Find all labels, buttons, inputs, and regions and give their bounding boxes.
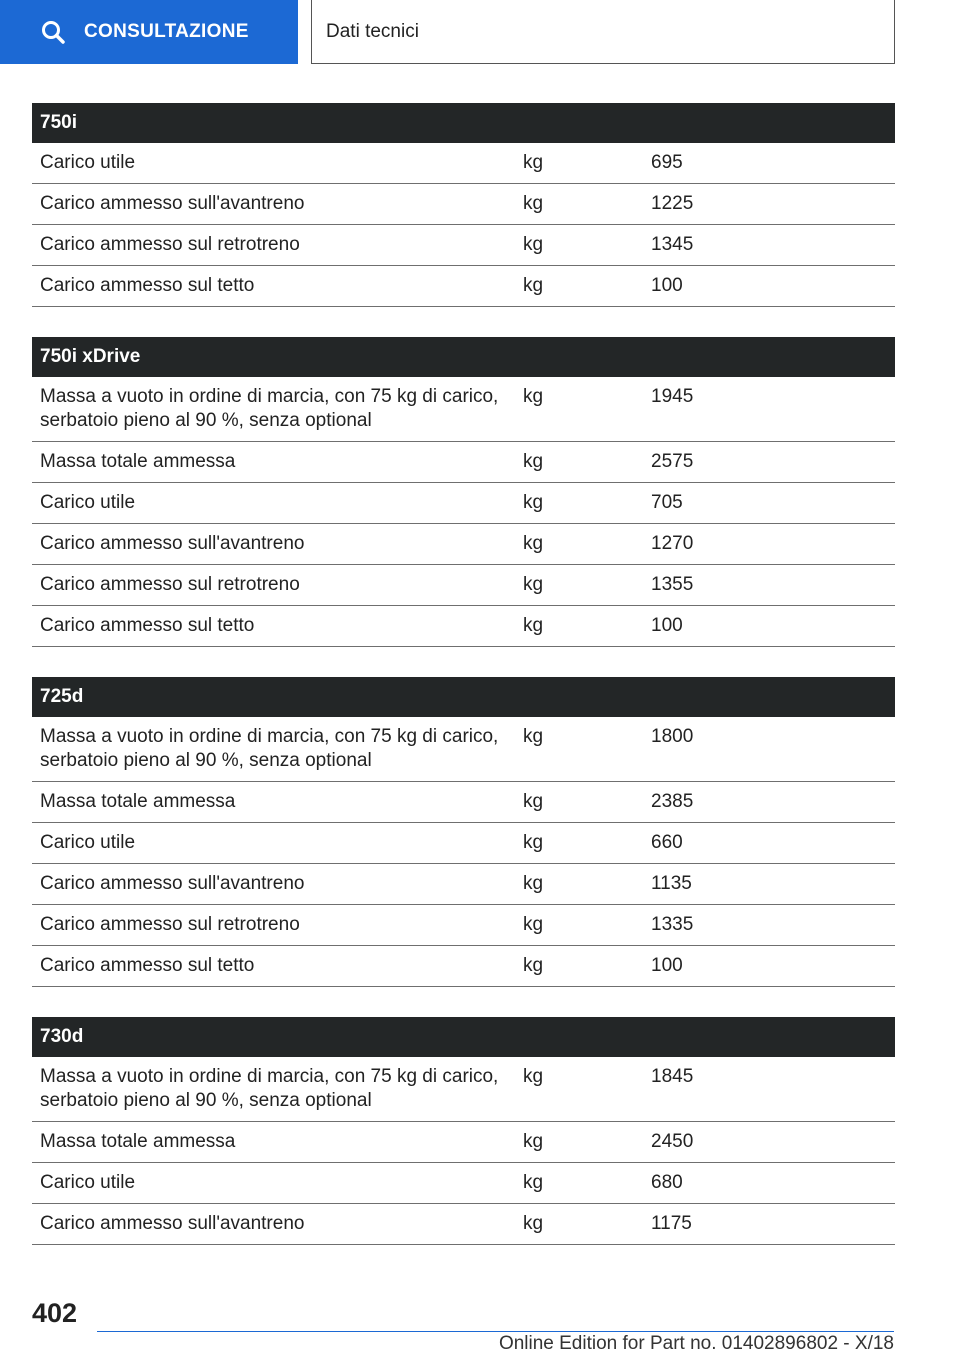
table-row xyxy=(32,1122,895,1163)
row-value: 1845 xyxy=(643,1057,895,1122)
row-unit: kg xyxy=(515,946,643,987)
row-description: Massa totale ammessa xyxy=(32,782,515,823)
row-value: 1335 xyxy=(643,905,895,946)
table-row xyxy=(32,1057,895,1122)
row-value: 2450 xyxy=(643,1122,895,1163)
row-unit: kg xyxy=(515,442,643,483)
row-value: 1345 xyxy=(643,225,895,266)
table-header-row xyxy=(32,337,895,377)
edition-text: Online Edition for Part no. 01402896802 - X/18 xyxy=(498,1333,894,1354)
table-row xyxy=(32,823,895,864)
table-row xyxy=(32,483,895,524)
table-header-row xyxy=(32,677,895,717)
row-unit: kg xyxy=(515,1204,643,1245)
row-unit: kg xyxy=(515,377,643,442)
row-description: Carico ammesso sull'avantreno xyxy=(32,1204,515,1245)
row-unit: kg xyxy=(515,225,643,266)
row-description: Carico ammesso sul tetto xyxy=(32,946,515,987)
table-row xyxy=(32,184,895,225)
consultazione-label: CONSULTAZIONE xyxy=(84,21,249,42)
row-value: 2385 xyxy=(643,782,895,823)
row-value: 1175 xyxy=(643,1204,895,1245)
row-unit: kg xyxy=(515,1122,643,1163)
row-unit: kg xyxy=(515,717,643,782)
table-row xyxy=(32,1163,895,1204)
consultazione-button[interactable] xyxy=(0,0,298,64)
row-value: 2575 xyxy=(643,442,895,483)
page-number: 402 xyxy=(32,1298,78,1328)
row-value: 1355 xyxy=(643,565,895,606)
table-row xyxy=(32,717,895,782)
row-value: 695 xyxy=(643,143,895,184)
search-icon xyxy=(40,19,66,45)
row-unit: kg xyxy=(515,184,643,225)
model-title: 750i xDrive xyxy=(32,337,895,377)
row-value: 1945 xyxy=(643,377,895,442)
row-description: Carico ammesso sul retrotreno xyxy=(32,225,515,266)
row-description: Massa totale ammessa xyxy=(32,442,515,483)
table-row xyxy=(32,946,895,987)
row-unit: kg xyxy=(515,524,643,565)
row-value: 1270 xyxy=(643,524,895,565)
row-description: Massa a vuoto in ordine di marcia, con 75 kg di carico, serbatoio pieno al 90 %, senza optional xyxy=(32,717,515,782)
row-unit: kg xyxy=(515,1057,643,1122)
page-header xyxy=(0,0,960,66)
row-description: Carico ammesso sul retrotreno xyxy=(32,905,515,946)
table-row xyxy=(32,442,895,483)
table-header-row xyxy=(32,103,895,143)
row-unit: kg xyxy=(515,1163,643,1204)
spec-table xyxy=(32,337,895,647)
spec-tables xyxy=(32,103,895,1275)
row-description: Carico utile xyxy=(32,143,515,184)
footer-divider xyxy=(97,1331,894,1332)
table-row xyxy=(32,266,895,307)
row-description: Carico ammesso sull'avantreno xyxy=(32,864,515,905)
row-unit: kg xyxy=(515,823,643,864)
row-description: Massa a vuoto in ordine di marcia, con 75 kg di carico, serbatoio pieno al 90 %, senza optional xyxy=(32,1057,515,1122)
table-row xyxy=(32,782,895,823)
row-description: Carico ammesso sull'avantreno xyxy=(32,184,515,225)
spec-table xyxy=(32,677,895,987)
row-description: Carico ammesso sul tetto xyxy=(32,606,515,647)
table-row xyxy=(32,143,895,184)
table-row xyxy=(32,606,895,647)
row-value: 1135 xyxy=(643,864,895,905)
row-value: 680 xyxy=(643,1163,895,1204)
row-description: Carico utile xyxy=(32,823,515,864)
row-unit: kg xyxy=(515,143,643,184)
model-title: 750i xyxy=(32,103,895,143)
row-description: Massa totale ammessa xyxy=(32,1122,515,1163)
table-row xyxy=(32,565,895,606)
table-row xyxy=(32,905,895,946)
model-title: 725d xyxy=(32,677,895,717)
table-row xyxy=(32,225,895,266)
spec-table xyxy=(32,1017,895,1245)
row-value: 1800 xyxy=(643,717,895,782)
row-value: 705 xyxy=(643,483,895,524)
spec-table xyxy=(32,103,895,307)
model-title: 730d xyxy=(32,1017,895,1057)
row-unit: kg xyxy=(515,483,643,524)
row-unit: kg xyxy=(515,905,643,946)
row-value: 100 xyxy=(643,946,895,987)
table-row xyxy=(32,1204,895,1245)
row-description: Carico utile xyxy=(32,483,515,524)
row-value: 1225 xyxy=(643,184,895,225)
table-row xyxy=(32,864,895,905)
row-unit: kg xyxy=(515,266,643,307)
table-header-row xyxy=(32,1017,895,1057)
row-unit: kg xyxy=(515,782,643,823)
row-description: Carico ammesso sull'avantreno xyxy=(32,524,515,565)
row-value: 660 xyxy=(643,823,895,864)
table-row xyxy=(32,377,895,442)
row-value: 100 xyxy=(643,606,895,647)
row-unit: kg xyxy=(515,606,643,647)
section-title: Dati tecnici xyxy=(311,0,895,64)
row-unit: kg xyxy=(515,864,643,905)
row-description: Carico ammesso sul tetto xyxy=(32,266,515,307)
row-description: Carico utile xyxy=(32,1163,515,1204)
table-row xyxy=(32,524,895,565)
row-value: 100 xyxy=(643,266,895,307)
row-unit: kg xyxy=(515,565,643,606)
row-description: Carico ammesso sul retrotreno xyxy=(32,565,515,606)
row-description: Massa a vuoto in ordine di marcia, con 75 kg di carico, serbatoio pieno al 90 %, senza optional xyxy=(32,377,515,442)
